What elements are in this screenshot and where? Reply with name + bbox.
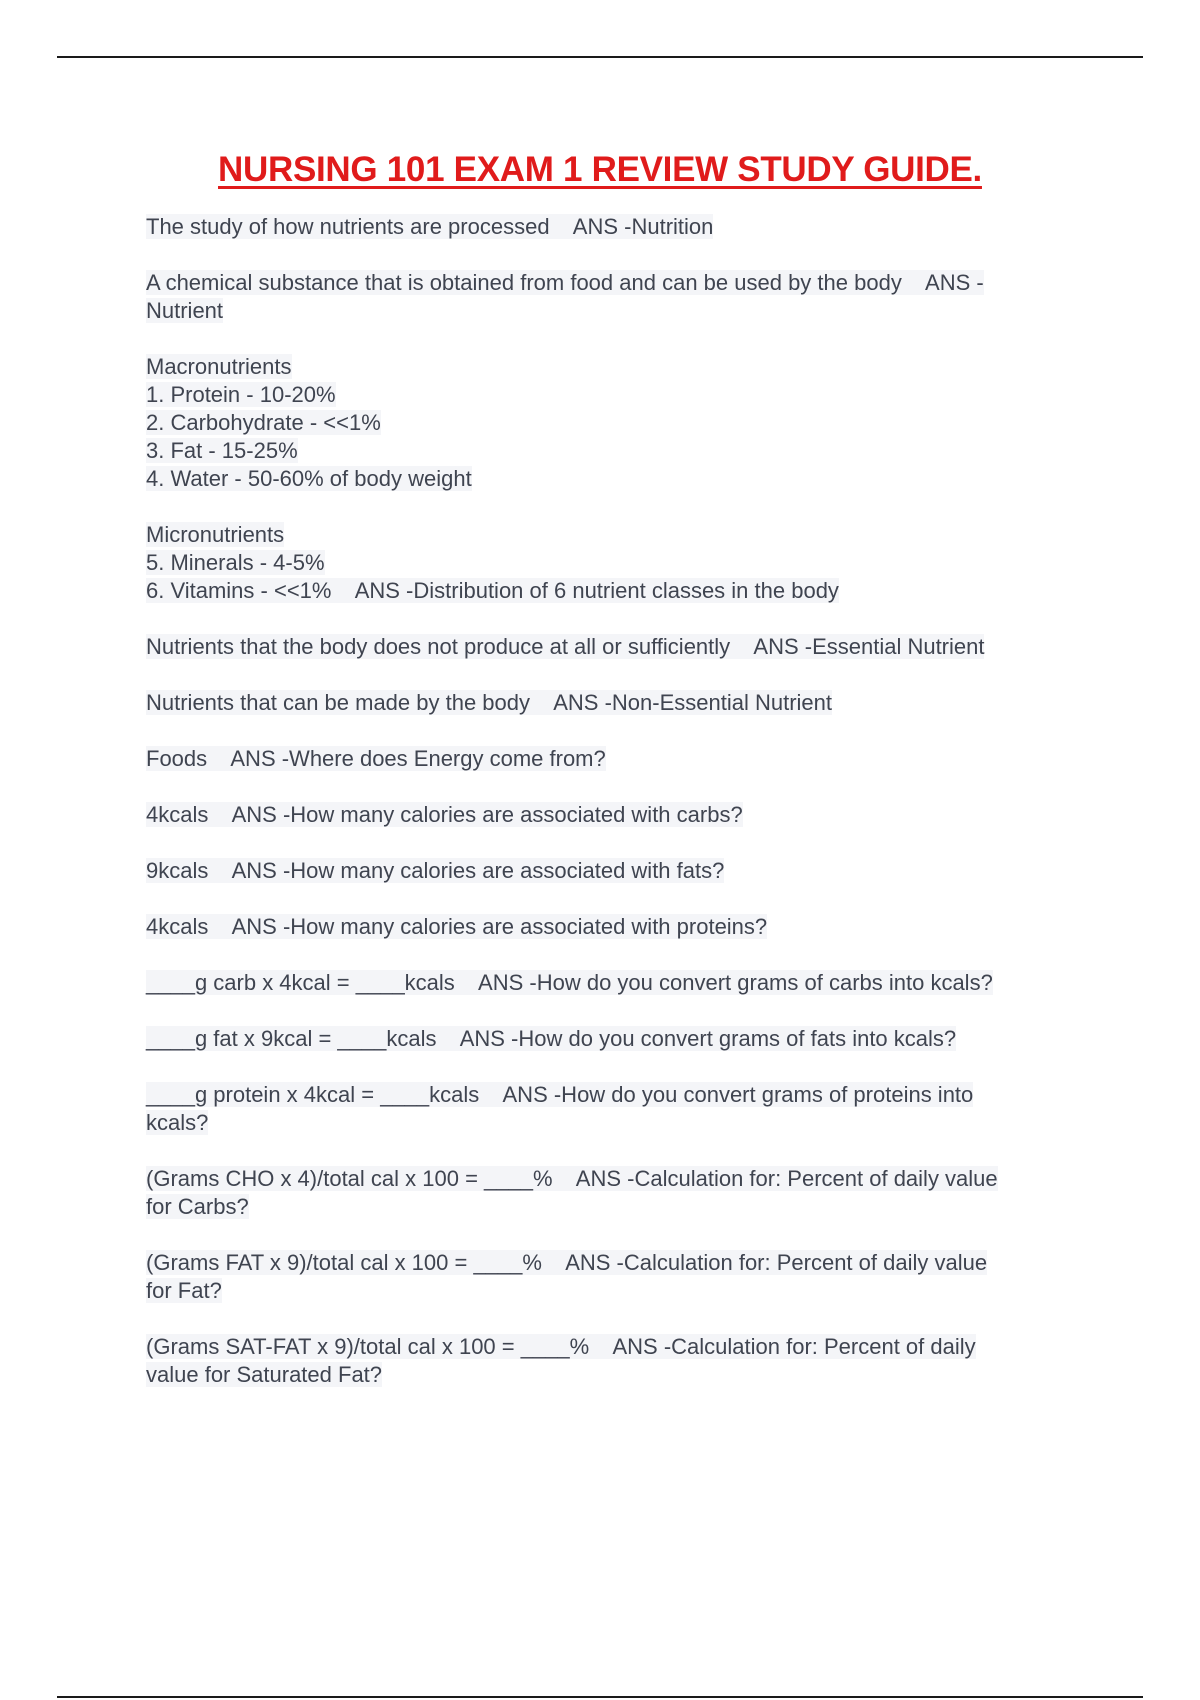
qa-card — [146, 213, 1086, 241]
qa-line: 2. Carbohydrate - <<1% — [146, 410, 381, 435]
qa-line: ____g carb x 4kcal = ____kcals ANS -How do you convert grams of carbs into kcals? — [146, 970, 993, 995]
qa-line: for Carbs? — [146, 1194, 249, 1219]
qa-line: for Fat? — [146, 1278, 222, 1303]
qa-card — [146, 969, 1086, 997]
qa-card — [146, 521, 1086, 605]
qa-line: Nutrients that can be made by the body ANS -Non-Essential Nutrient — [146, 690, 833, 715]
qa-line: ____g protein x 4kcal = ____kcals ANS -How do you convert grams of proteins into — [146, 1082, 974, 1107]
qa-card — [146, 1081, 1086, 1137]
qa-line: 3. Fat - 15-25% — [146, 438, 298, 463]
qa-line: (Grams FAT x 9)/total cal x 100 = ____% ANS -Calculation for: Percent of daily value — [146, 1250, 988, 1275]
qa-line: Micronutrients — [146, 522, 285, 547]
qa-line: Macronutrients — [146, 354, 292, 379]
qa-card — [146, 1249, 1086, 1305]
study-guide-body — [146, 213, 1086, 1417]
qa-line: Nutrient — [146, 298, 224, 323]
qa-line: value for Saturated Fat? — [146, 1362, 383, 1387]
qa-line: The study of how nutrients are processed ANS -Nutrition — [146, 214, 714, 239]
qa-line: Nutrients that the body does not produce at all or sufficiently ANS -Essential Nutrient — [146, 634, 985, 659]
qa-card — [146, 689, 1086, 717]
qa-card — [146, 633, 1086, 661]
qa-card — [146, 857, 1086, 885]
qa-line: (Grams SAT-FAT x 9)/total cal x 100 = ____% ANS -Calculation for: Percent of daily — [146, 1334, 976, 1359]
qa-line: ____g fat x 9kcal = ____kcals ANS -How do you convert grams of fats into kcals? — [146, 1026, 957, 1051]
qa-card — [146, 801, 1086, 829]
qa-line: 6. Vitamins - <<1% ANS -Distribution of 6 nutrient classes in the body — [146, 578, 839, 603]
qa-card — [146, 1333, 1086, 1389]
header-rule — [57, 56, 1143, 58]
qa-card — [146, 1165, 1086, 1221]
qa-line: Foods ANS -Where does Energy come from? — [146, 746, 606, 771]
qa-card — [146, 269, 1086, 325]
qa-card — [146, 745, 1086, 773]
qa-line: 5. Minerals - 4-5% — [146, 550, 325, 575]
qa-card — [146, 913, 1086, 941]
qa-line: kcals? — [146, 1110, 209, 1135]
page-title — [0, 150, 1200, 190]
qa-line: 4kcals ANS -How many calories are associated with proteins? — [146, 914, 768, 939]
qa-line: 9kcals ANS -How many calories are associated with fats? — [146, 858, 725, 883]
qa-line: 4. Water - 50-60% of body weight — [146, 466, 472, 491]
qa-line: (Grams CHO x 4)/total cal x 100 = ____% ANS -Calculation for: Percent of daily value — [146, 1166, 998, 1191]
qa-line: 1. Protein - 10-20% — [146, 382, 336, 407]
qa-line: 4kcals ANS -How many calories are associated with carbs? — [146, 802, 743, 827]
qa-card — [146, 353, 1086, 493]
qa-card — [146, 1025, 1086, 1053]
footer-rule — [57, 1696, 1143, 1698]
page-title-text: NURSING 101 EXAM 1 REVIEW STUDY GUIDE. — [218, 150, 982, 189]
qa-line: A chemical substance that is obtained from food and can be used by the body ANS - — [146, 270, 984, 295]
